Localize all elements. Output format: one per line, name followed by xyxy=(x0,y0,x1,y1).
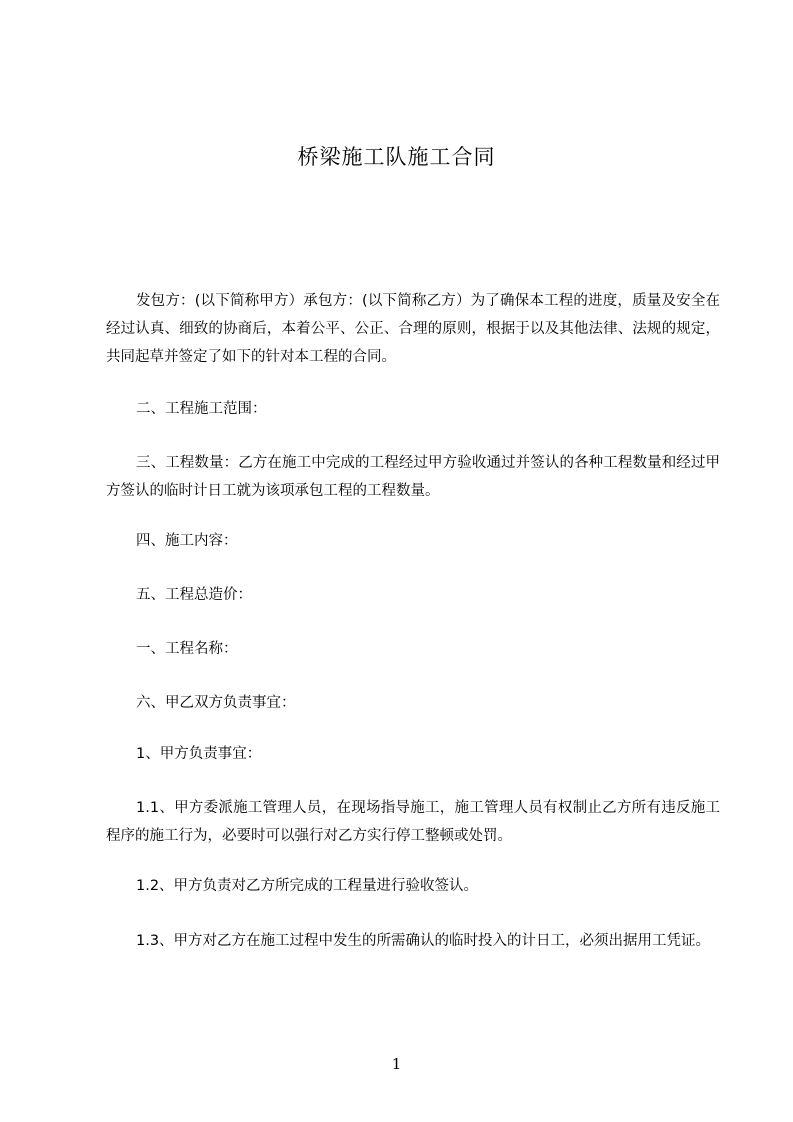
section-6-responsibilities: 六、甲乙双方负责事宜： xyxy=(136,695,296,711)
clause-1-2: 1.2、甲方负责对乙方所完成的工程量进行验收签认。 xyxy=(136,878,479,894)
section-4-content: 四、施工内容： xyxy=(136,533,238,549)
section-2-scope: 二、工程施工范围： xyxy=(136,401,267,417)
clause-1-party-a: 1、甲方负责事宜： xyxy=(136,746,262,762)
page-number: 1 xyxy=(391,1055,402,1073)
clause-1-1: 1.1、甲方委派施工管理人员，在现场指导施工，施工管理人员有权制止乙方所有违反施工程序的施工行为，必要时可以强行对乙方实行停工整顿或处罚。 xyxy=(106,800,720,844)
clause-1-3: 1.3、甲方对乙方在施工过程中发生的所需确认的临时投入的计日工，必须出据用工凭证。 xyxy=(136,933,711,949)
preamble-paragraph: 发包方：(以下简称甲方）承包方：(以下简称乙方）为了确保本工程的进度，质量及安全在经过认真、细致的协商后，本着公平、公正、合理的原则，根据于以及其他法律、法规的规定，共同起草并签定了如下的针对本工程的合同。 xyxy=(106,293,720,365)
section-1-project-name: 一、工程名称： xyxy=(136,641,238,657)
section-3-quantity: 三、工程数量：乙方在施工中完成的工程经过甲方验收通过并签认的各种工程数量和经过甲方签认的临时计日工就为该项承包工程的工程数量。 xyxy=(106,455,720,499)
section-5-total-price: 五、工程总造价： xyxy=(136,587,252,603)
document-title: 桥梁施工队施工合同 xyxy=(297,145,496,169)
